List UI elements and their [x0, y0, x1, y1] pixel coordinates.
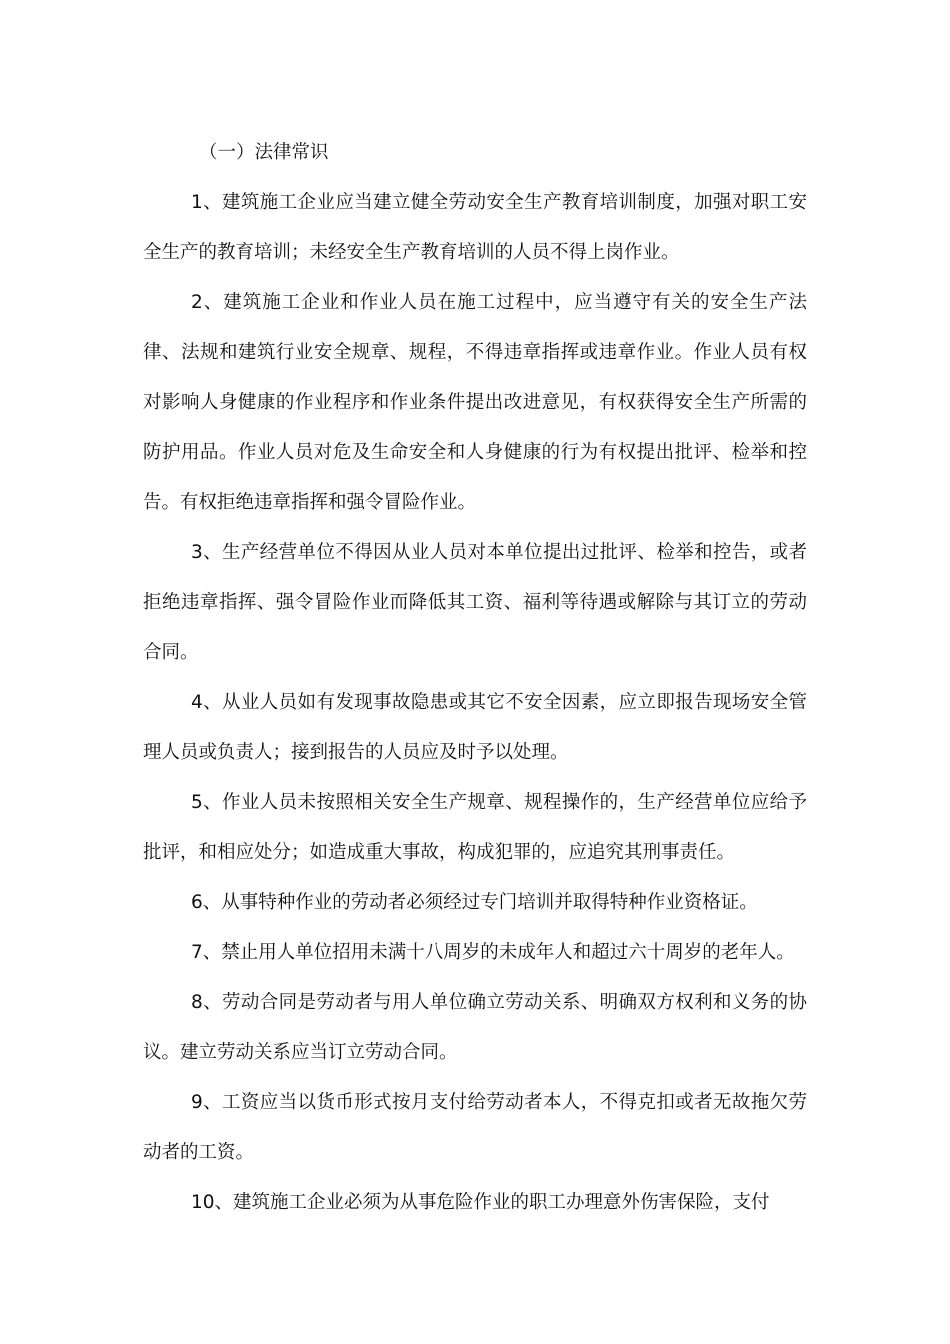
document-body: [143, 128, 807, 1228]
section-heading: （一）法律常识: [199, 142, 329, 163]
paragraph-7: 7、禁止用人单位招用未满十八周岁的未成年人和超过六十周岁的老年人。: [191, 942, 795, 963]
paragraph-4: 4、从业人员如有发现事故隐患或其它不安全因素，应立即报告现场安全管理人员或负责人；接到报告的人员应及时予以处理。: [143, 692, 807, 763]
paragraph-1: 1、建筑施工企业应当建立健全劳动安全生产教育培训制度，加强对职工安全生产的教育培训；未经安全生产教育培训的人员不得上岗作业。: [143, 192, 807, 263]
paragraph-5: 5、作业人员未按照相关安全生产规章、规程操作的，生产经营单位应给予批评，和相应处分；如造成重大事故，构成犯罪的，应追究其刑事责任。: [143, 792, 807, 863]
paragraph-3: 3、生产经营单位不得因从业人员对本单位提出过批评、检举和控告，或者拒绝违章指挥、强令冒险作业而降低其工资、福利等待遇或解除与其订立的劳动合同。: [143, 542, 807, 663]
paragraph-6: 6、从事特种作业的劳动者必须经过专门培训并取得特种作业资格证。: [191, 892, 758, 913]
paragraph-10: 10、建筑施工企业必须为从事危险作业的职工办理意外伤害保险，支付: [191, 1192, 770, 1213]
paragraph-8: 8、劳动合同是劳动者与用人单位确立劳动关系、明确双方权利和义务的协议。建立劳动关系应当订立劳动合同。: [143, 992, 807, 1063]
paragraph-2: 2、建筑施工企业和作业人员在施工过程中，应当遵守有关的安全生产法律、法规和建筑行业安全规章、规程，不得违章指挥或违章作业。作业人员有权对影响人身健康的作业程序和作业条件提出改进意见，有权获得安全生产所需的防护用品。作业人员对危及生命安全和人身健康的行为有权提出批评、检举和控告。有权拒绝违章指挥和强令冒险作业。: [143, 292, 807, 513]
paragraph-9: 9、工资应当以货币形式按月支付给劳动者本人，不得克扣或者无故拖欠劳动者的工资。: [143, 1092, 807, 1163]
